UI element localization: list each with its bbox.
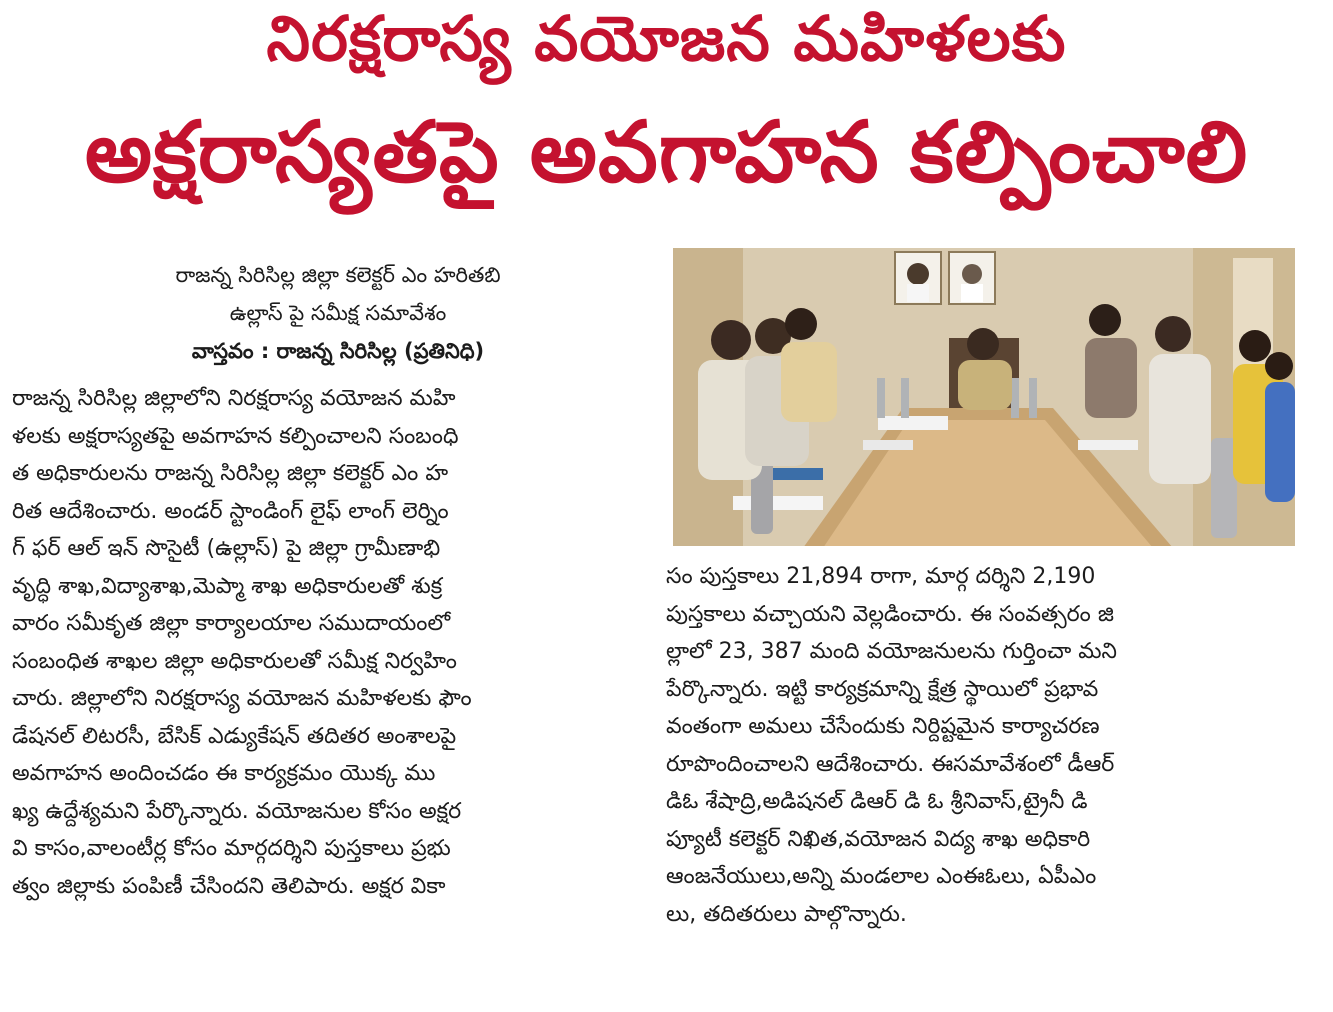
body-text-line: వృద్ధి శాఖ,విద్యాశాఖ,మెప్మా శాఖ అధికారులతో శుక్ర [12, 573, 443, 599]
body-text-line: ల్లాలో 23, 387 మంది వయోజనులను గుర్తించా మని [666, 639, 1117, 664]
subhead-line: ఉల్లాస్ పై సమీక్ష సమావేశం [229, 301, 447, 325]
body-text-line: రిత ఆదేశించారు. అండర్ స్టాండింగ్ లైఫ్ లాంగ్ లెర్నిం [12, 498, 449, 524]
subhead-line: రాజన్న సిరిసిల్ల జిల్లా కలెక్టర్ ఎం హరితబి [175, 263, 501, 287]
body-text-line: రాజన్న సిరిసిల్ల జిల్లాలోని నిరక్షరాస్య వయోజన మహి [12, 386, 456, 411]
meeting-photo [673, 248, 1295, 546]
body-text-line: ప్యూటీ కలెక్టర్ నిఖిత,వయోజన విద్య శాఖ అధికారి [666, 826, 1091, 852]
body-text-line: రూపొందించాలని ఆదేశించారు. ఈసమావేశంలో డీఆర్ [666, 751, 1115, 777]
body-text-line: ళలకు అక్షరాస్యతపై అవగాహన కల్పించాలని సంబంధి [12, 423, 459, 449]
article-column-right [666, 558, 1314, 933]
subhead-block [60, 256, 616, 370]
body-text-line: పుస్తకాలు వచ్చాయని వెల్లడించారు. ఈ సంవత్సరం జి [666, 601, 1114, 627]
body-text-line: ఆంజనేయులు,అన్ని మండలాల ఎంఈఓలు, ఏపీఎం [666, 864, 1097, 889]
body-text-line: వారం సమీకృత జిల్లా కార్యాలయాల సముదాయంలో [12, 611, 451, 636]
body-text-line: త అధికారులను రాజన్న సిరిసిల్ల జిల్లా కలెక్టర్ ఎం హ [12, 461, 449, 486]
body-text-line: గ్ ఫర్ ఆల్ ఇన్ సొసైటీ (ఉల్లాస్) పై జిల్లా గ్రామీణాభి [12, 536, 441, 561]
body-text-line: సంబంధిత శాఖల జిల్లా అధికారులతో సమీక్ష నిర్వహిం [12, 648, 457, 674]
article-column-left [12, 380, 658, 905]
headline-line-1: నిరక్షరాస్య వయోజన మహిళలకు [266, 2, 1067, 75]
body-text-line: వంతంగా అమలు చేసేందుకు నిర్దిష్టమైన కార్యాచరణ [666, 714, 1100, 739]
body-text-line: డిఓ శేషాద్రి,అడిషనల్ డిఆర్ డి ఓ శ్రీనివాస్,ట్రైనీ డి [666, 789, 1088, 814]
body-text-line: చారు. జిల్లాలోని నిరక్షరాస్య వయోజన మహిళలకు ఫౌం [12, 686, 472, 711]
headline-line-2: అక్షరాస్యతపై అవగాహన కల్పించాలి [84, 103, 1249, 201]
body-text-line: అవగాహన అందించడం ఈ కార్యక్రమం యొక్క ము [12, 761, 436, 786]
body-text-line: లు, తదితరులు పాల్గొన్నారు. [666, 901, 907, 927]
body-text-line: వి కాసం,వాలంటీర్ల కోసం మార్గదర్శిని పుస్తకాలు ప్రభు [12, 836, 451, 861]
body-text-line: ఖ్య ఉద్దేశ్యమని పేర్కొన్నారు. వయోజనుల కోసం అక్షర [12, 798, 462, 824]
byline: వాస్తవం : రాజన్న సిరిసిల్ల (ప్రతినిధి) [191, 339, 485, 363]
body-text-line: త్వం జిల్లాకు పంపిణీ చేసిందని తెలిపారు. అక్షర వికా [12, 873, 446, 899]
body-text-line: పేర్కొన్నారు. ఇట్టి కార్యక్రమాన్ని క్షేత్ర స్థాయిలో ప్రభావ [666, 676, 1099, 702]
body-text-line: సం పుస్తకాలు 21,894 రాగా, మార్గ దర్శిని 2,190 [666, 564, 1096, 589]
body-text-line: డేషనల్ లిటరసీ, బేసిక్ ఎడ్యుకేషన్ తదితర అంశాలపై [12, 723, 457, 749]
